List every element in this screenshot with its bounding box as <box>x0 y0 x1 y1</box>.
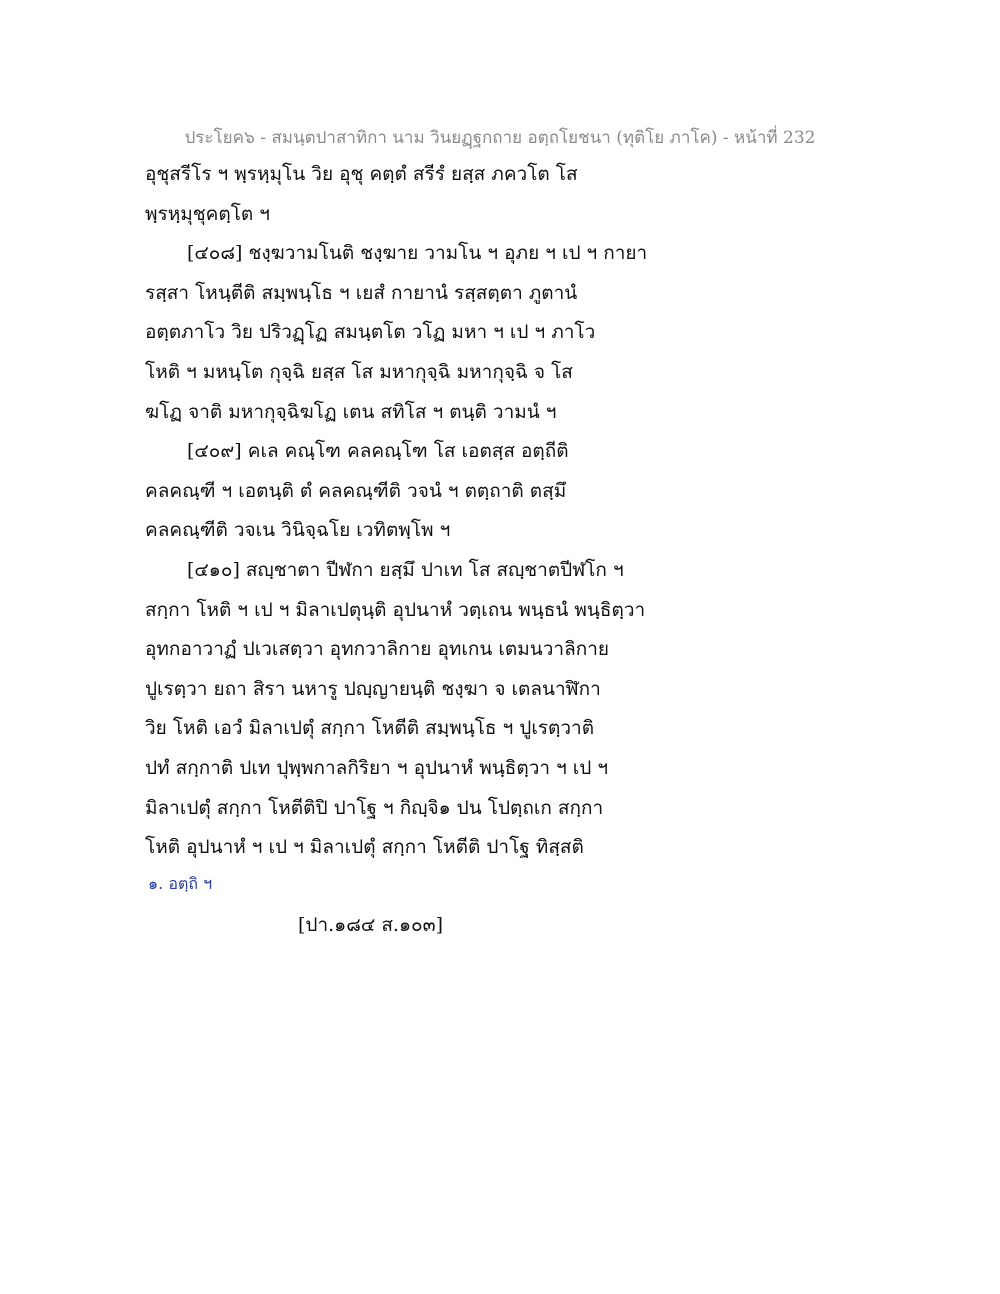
text-line: มิลาเปตุํ สกฺกา โหตีติปิ ปาโฐ ฯ กิญฺจิ๑ ปน โปตฺถเก สกฺกา <box>145 796 604 819</box>
text-line: สกฺกา โหติ ฯ เป ฯ มิลาเปตุนฺติ อุปนาหํ วตฺเถน พนฺธนํ พนฺธิตฺวา <box>145 598 646 621</box>
text-line: โหติ ฯ มหนฺโต กุจฺฉิ ยสฺส โส มหากุจฺฉิ มหากุจฺฉิ จ โส <box>145 360 573 383</box>
paragraph-start-408: [๔๐๘] ชงฺฆวามโนติ ชงฺฆาย วามโน ฯ อุภย ฯ เป ฯ กายา <box>187 242 648 265</box>
paragraph-start-410: [๔๑๐] สญฺชาตา ปีฬกา ยสฺมึ ปาเท โส สญฺชาตปีฬโก ฯ <box>187 558 624 581</box>
paragraph-start-409: [๔๐๙] คเล คณฺโฑ คลคณฺโฑ โส เอตสฺส อตฺถีติ <box>187 440 569 463</box>
text-line: อุทกอาวาฏํ ปเวเสตฺวา อุทกวาลิกาย อุทเกน เตมนวาลิกาย <box>145 638 610 661</box>
text-line: พฺรหฺมุชุคตฺโต ฯ <box>145 202 270 225</box>
running-header: ประโยค๖ - สมนฺตปาสาทิกา นาม วินยฏฺฐกถาย อตฺถโยชนา (ทุติโย ภาโค) - หน้าที่ 232 <box>184 128 816 148</box>
text-line: รสฺสา โหนฺตีติ สมฺพนฺโธ ฯ เยสํ กายานํ รสฺสตฺตา ภูตานํ <box>145 281 578 304</box>
page-reference: [ปา.๑๘๔ ส.๑๐๓] <box>298 914 444 936</box>
body-text <box>145 158 845 871</box>
text-line: ฆโฏ จาติ มหากุจฺฉิฆโฏ เตน สทิโส ฯ ตนฺติ วามนํ ฯ <box>145 400 557 423</box>
text-line: คลคณฺฑี ฯ เอตนฺติ ตํ คลคณฺฑีติ วจนํ ฯ ตตฺถาติ ตสฺมึ <box>145 479 567 502</box>
footnote: ๑. อตฺถิ ฯ <box>148 874 213 893</box>
text-line: ปูเรตฺวา ยถา สิรา นหารู ปญฺญายนฺติ ชงฺฆา จ เตลนาฬิกา <box>145 677 601 700</box>
text-line: โหติ อุปนาหํ ฯ เป ฯ มิลาเปตุํ สกฺกา โหตีติ ปาโฐ ทิสฺสติ <box>145 836 584 859</box>
text-line: อุชุสรีโร ฯ พฺรหฺมุโน วิย อุชุ คตฺตํ สรีรํ ยสฺส ภควโต โส <box>145 163 578 185</box>
text-line: อตฺตภาโว วิย ปริวฏฺโฏ สมนฺตโต วโฏ มหา ฯ เป ฯ ภาโว <box>145 321 596 344</box>
text-line: คลคณฺฑีติ วจเน วินิจฺฉโย เวทิตพฺโพ ฯ <box>145 519 451 542</box>
text-line: วิย โหติ เอวํ มิลาเปตุํ สกฺกา โหตีติ สมฺพนฺโธ ฯ ปูเรตฺวาติ <box>145 717 595 740</box>
text-line: ปทํ สกฺกาติ ปเท ปุพฺพกาลกิริยา ฯ อุปนาหํ พนฺธิตฺวา ฯ เป ฯ <box>145 756 609 779</box>
